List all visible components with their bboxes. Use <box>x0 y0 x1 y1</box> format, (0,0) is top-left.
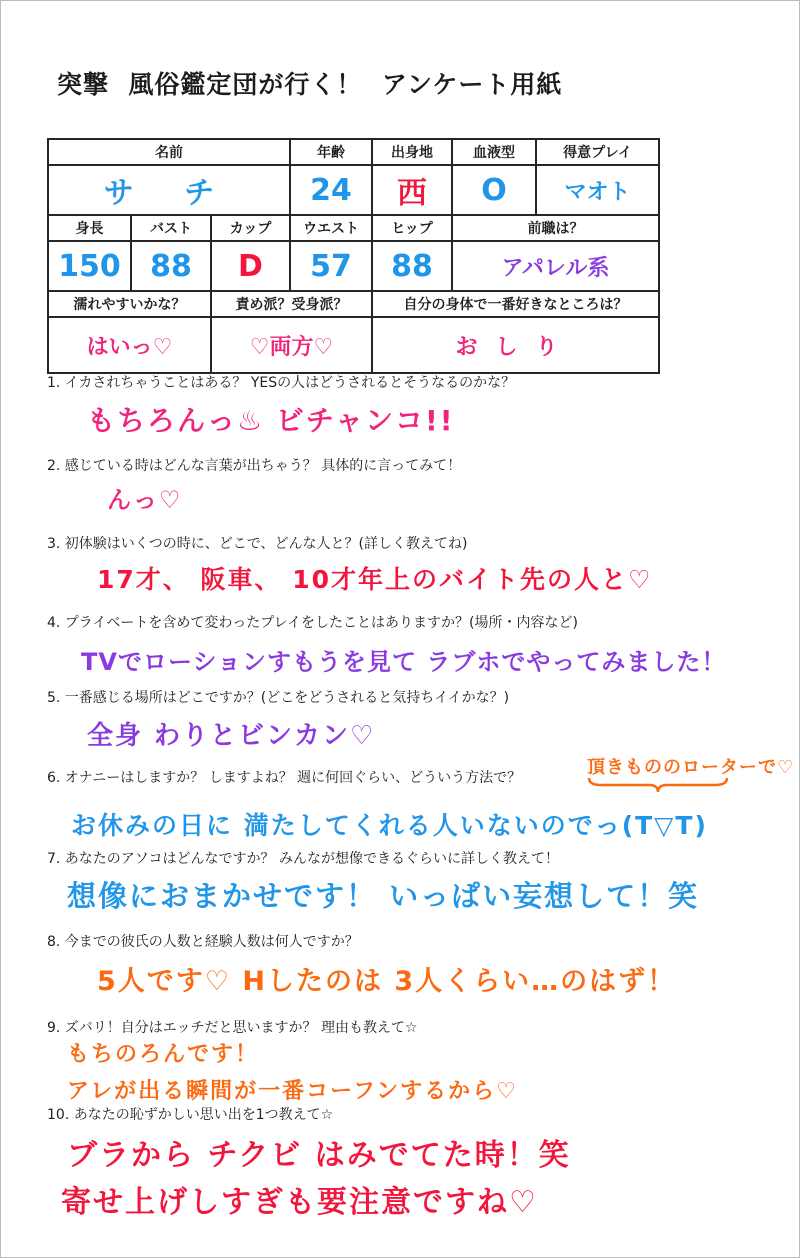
header-bust: バスト <box>131 215 211 241</box>
header-age: 年齢 <box>290 139 372 165</box>
answer-1: もちろんっ♨ ビチャンコ!! <box>87 404 455 437</box>
answer-9-line-2: アレが出る瞬間が一番コーフンするから♡ <box>67 1079 518 1104</box>
question-6: 6. オナニーはしますか？ しますよね？ 週に何回ぐらい、どういう方法で？ <box>47 770 522 786</box>
value-blood-type: O <box>452 165 536 215</box>
answer-3: 17才、 阪車、 10才年上のバイト先の人と♡ <box>97 565 653 594</box>
question-8: 8. 今までの彼氏の人数と経験人数は何人ですか？ <box>47 934 359 950</box>
value-waist: 57 <box>290 241 372 291</box>
question-9: 9. ズバリ！自分はエッチだと思いますか？ 理由も教えて☆ <box>47 1020 418 1036</box>
answer-4: TVでローションすもうを見て ラブホでやってみました！ <box>81 648 727 676</box>
answer-9-line-1: もちのろんです！ <box>67 1042 260 1067</box>
value-cup: D <box>211 241 290 291</box>
value-bust: 88 <box>131 241 211 291</box>
value-dom-or-sub: ♡両方♡ <box>211 317 372 373</box>
value-age: 24 <box>290 165 372 215</box>
header-height: 身長 <box>48 215 131 241</box>
question-10: 10. あなたの恥ずかしい思い出を1つ教えて☆ <box>47 1107 334 1123</box>
value-favorite-body-part: おしり <box>372 317 659 373</box>
question-7: 7. あなたのアソコはどんなですか？ みんなが想像できるぐらいに詳しく教えて！ <box>47 851 559 867</box>
header-birthplace: 出身地 <box>372 139 452 165</box>
answer-6-note: 頂きもののローターで♡ <box>587 757 795 778</box>
header-blood-type: 血液型 <box>452 139 536 165</box>
header-cup: カップ <box>211 215 290 241</box>
note-bracket <box>587 776 729 794</box>
header-previous-job: 前職は？ <box>452 215 659 241</box>
answer-5: 全身 わりとビンカン♡ <box>87 721 376 751</box>
profile-table <box>47 138 660 374</box>
question-3: 3. 初体験はいくつの時に、どこで、どんな人と？(詳しく教えてね) <box>47 536 468 552</box>
answer-6: お休みの日に 満たしてくれる人いないのでっ(T▽T) <box>71 811 708 840</box>
header-wet-easily: 濡れやすいかな？ <box>48 291 211 317</box>
header-name: 名前 <box>48 139 290 165</box>
value-birthplace: 西 <box>372 165 452 215</box>
question-5: 5. 一番感じる場所はどこですか？(どこをどうされると気持ちイイかな？) <box>47 690 510 706</box>
value-hip: 88 <box>372 241 452 291</box>
header-waist: ウエスト <box>290 215 372 241</box>
answer-2: んっ♡ <box>107 486 183 514</box>
header-dom-or-sub: 責め派？受身派？ <box>211 291 372 317</box>
question-2: 2. 感じている時はどんな言葉が出ちゃう？ 具体的に言ってみて！ <box>47 458 462 474</box>
question-4: 4. プライベートを含めて変わったプレイをしたことはありますか？(場所・内容など) <box>47 615 578 631</box>
answer-8: 5人です♡ Hしたのは 3人くらい…のはず！ <box>97 966 677 997</box>
value-favorite-play: マオト <box>536 165 659 215</box>
question-1: 1. イカされちゃうことはある？ YESの人はどうされるとそうなるのかな？ <box>47 375 516 391</box>
answer-7: 想像におまかせです！ いっぱい妄想して！笑 <box>67 879 700 913</box>
value-previous-job: アパレル系 <box>452 241 659 291</box>
value-name: サ チ <box>48 165 290 215</box>
header-favorite-play: 得意プレイ <box>536 139 659 165</box>
answer-10-line-1: ブラから チクビ はみでてた時！笑 <box>67 1138 571 1173</box>
header-favorite-body-part: 自分の身体で一番好きなところは？ <box>372 291 659 317</box>
value-height: 150 <box>48 241 131 291</box>
answer-10-line-2: 寄せ上げしすぎも要注意ですね♡ <box>61 1185 538 1220</box>
value-wet-easily: はいっ♡ <box>48 317 211 373</box>
header-hip: ヒップ <box>372 215 452 241</box>
page-title: 突撃 風俗鑑定団が行く！ アンケート用紙 <box>57 70 563 99</box>
